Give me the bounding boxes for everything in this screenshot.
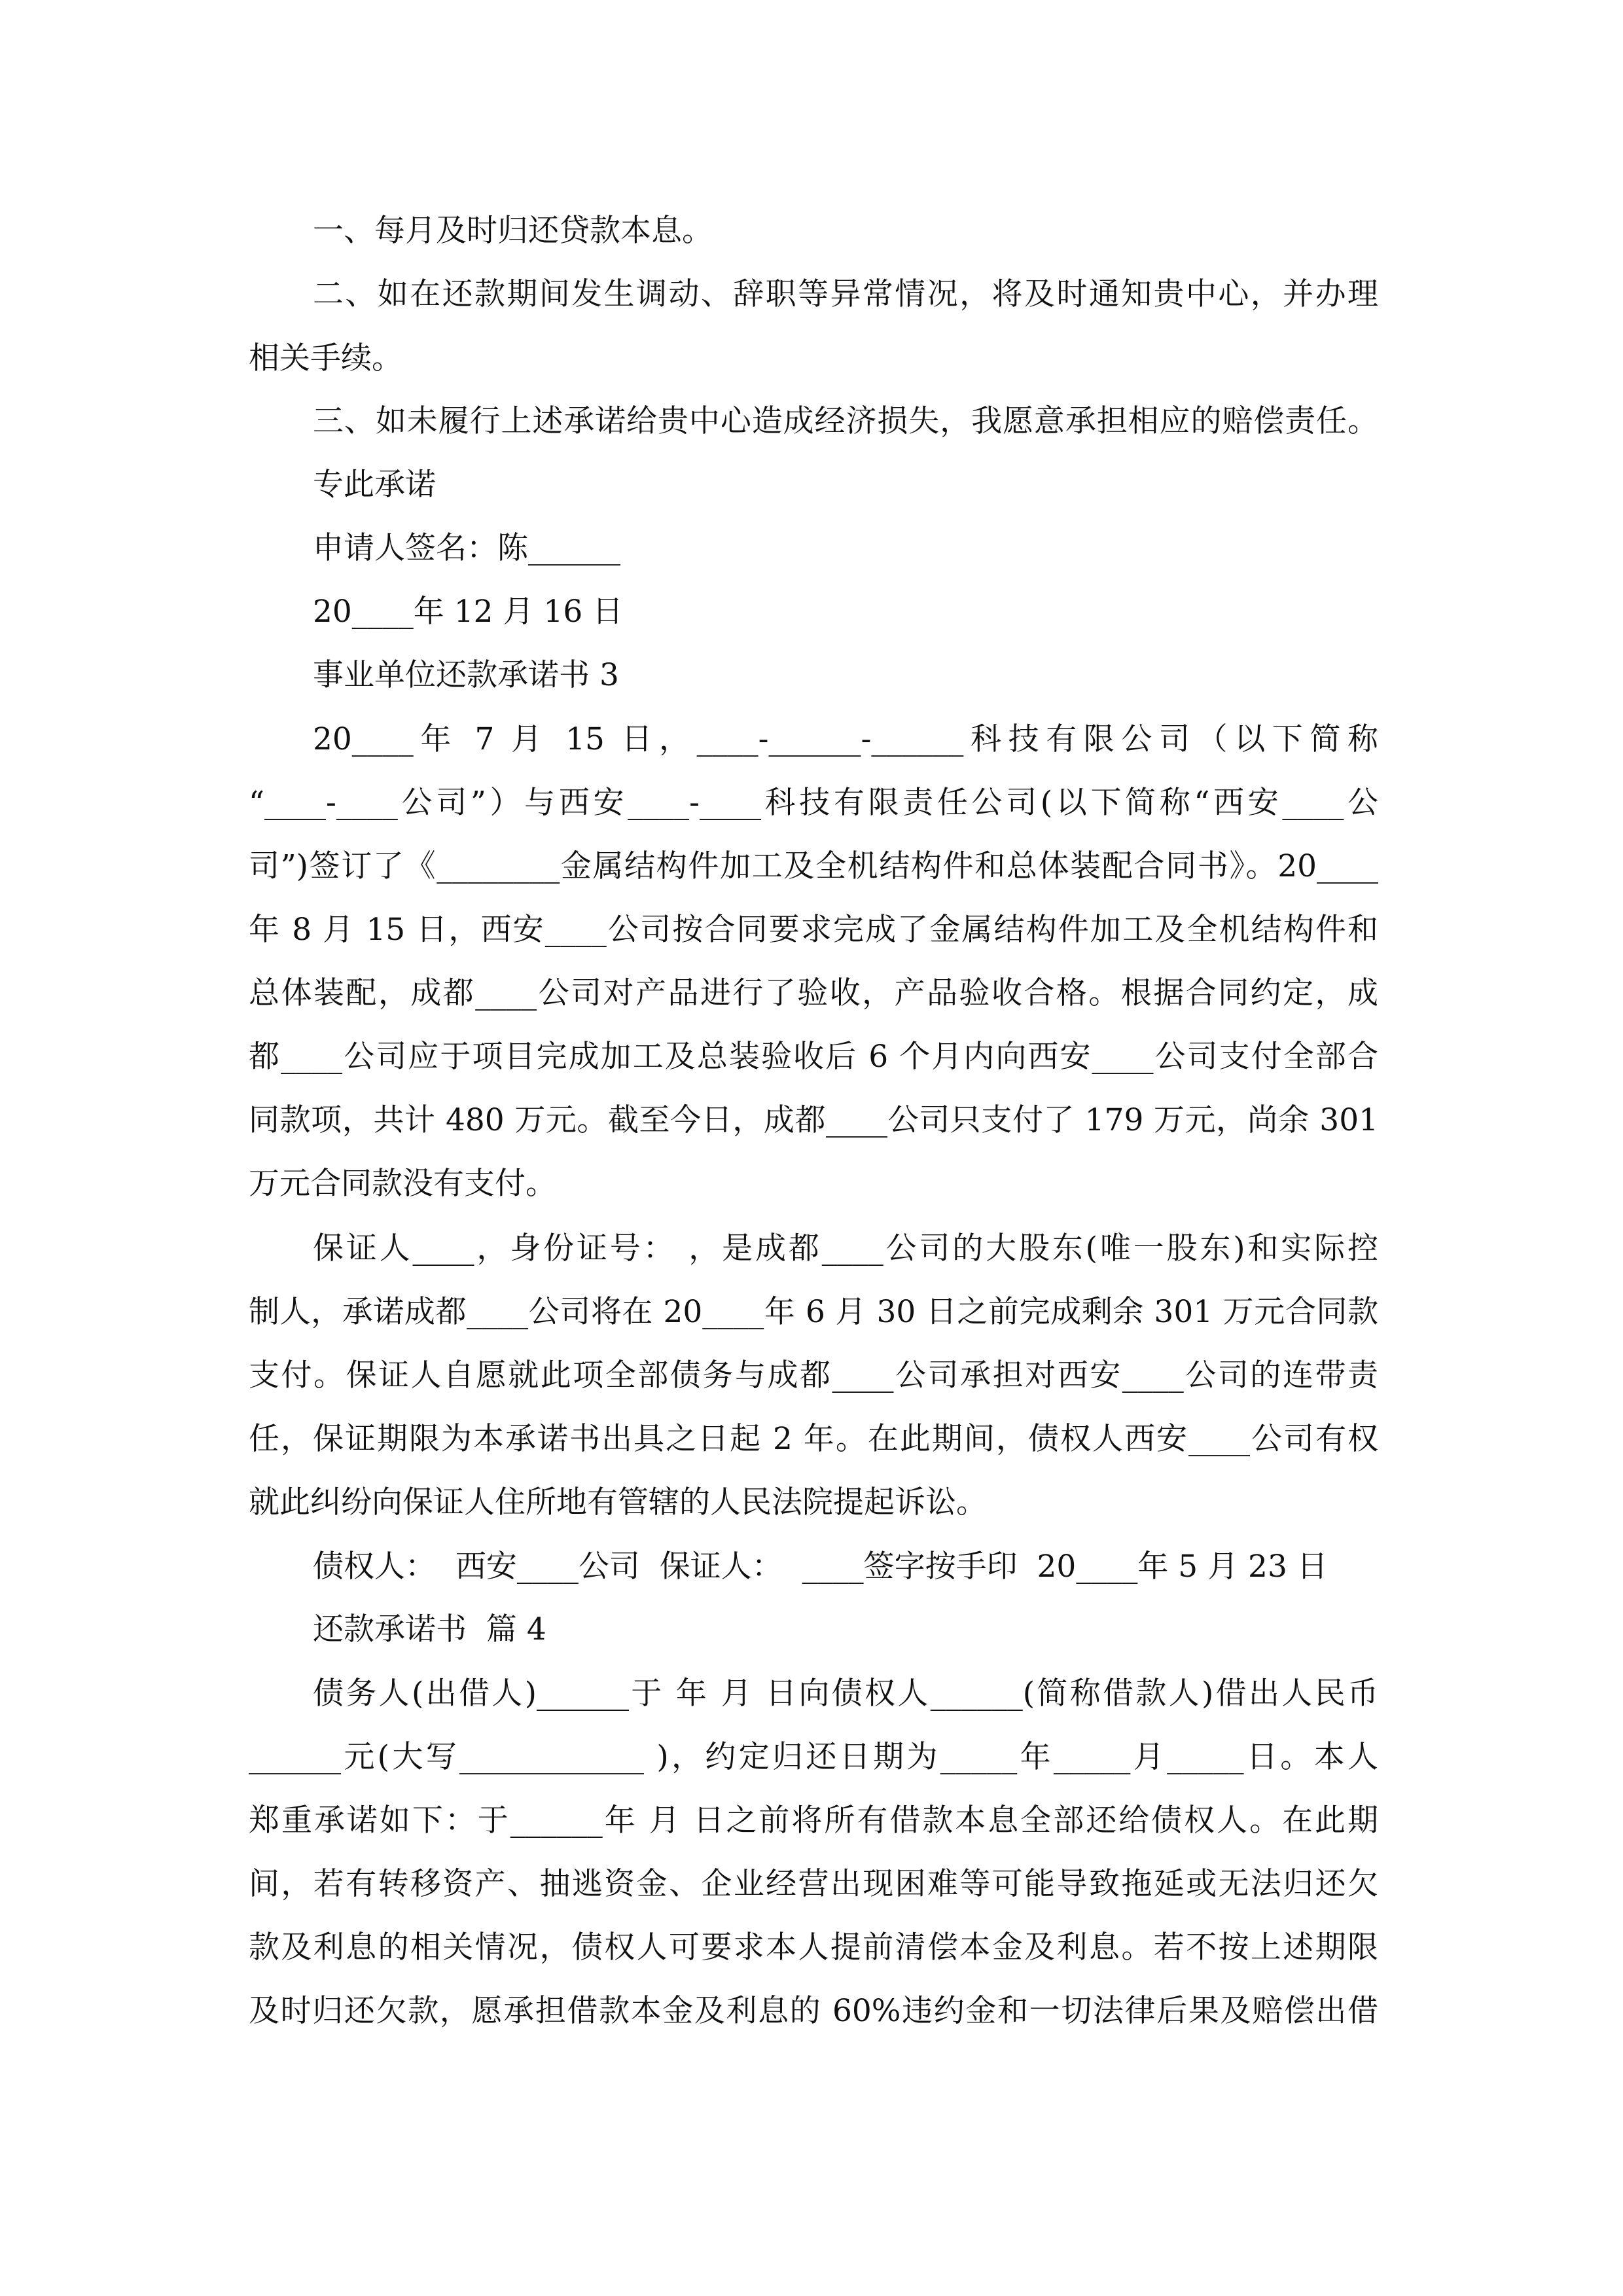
guarantor-paragraph-line: 就此纠纷向保证人住所地有管辖的人民法院提起诉讼。 xyxy=(249,1484,987,1520)
section3-paragraph-line: 同款项，共计 480 万元。截至今日，成都____公司只支付了 179 万元，尚余 301 xyxy=(249,1102,1378,1138)
section4-paragraph-line: 间，若有转移资产、抽逃资金、企业经营出现困难等可能导致拖延或无法归还欠 xyxy=(249,1866,1378,1902)
guarantor-paragraph-line: 任，保证期限为本承诺书出具之日起 2 年。在此期间，债权人西安____公司有权 xyxy=(249,1421,1378,1457)
section4-paragraph-line: 债务人(出借人)______于 年 月 日向债权人______(简称借款人)借出人民币 xyxy=(313,1676,1378,1712)
section4-paragraph-line: 郑重承诺如下：于______年 月 日之前将所有借款本息全部还给债权人。在此期 xyxy=(249,1803,1378,1839)
section4-paragraph-line: 及时归还欠款，愿承担借款本金及利息的 60%违约金和一切法律后果及赔偿出借 xyxy=(249,1993,1378,2029)
section-title-4: 还款承诺书 篇 4 xyxy=(313,1611,546,1647)
section3-paragraph-line: 20____年 7 月 15 日，____-______-______科技有限公司（以下简称 xyxy=(313,721,1378,757)
section3-paragraph-line: 总体装配，成都____公司对产品进行了验收，产品验收合格。根据合同约定，成 xyxy=(249,975,1378,1011)
promise-item-2-continued: 相关手续。 xyxy=(249,340,402,376)
guarantor-paragraph-line: 保证人____，身份证号： ，是成都____公司的大股东(唯一股东)和实际控 xyxy=(313,1230,1378,1266)
applicant-signature: 申请人签名：陈______ xyxy=(313,530,620,566)
section3-paragraph-line: 都____公司应于项目完成加工及总装验收后 6 个月内向西安____公司支付全部合 xyxy=(249,1039,1378,1075)
section4-paragraph-line: ______元(大写____________ )，约定归还日期为_____年_____月_____日。本人 xyxy=(249,1739,1378,1775)
promise-item-1: 一、每月及时归还贷款本息。 xyxy=(313,213,713,249)
section3-paragraph-line: 司”)签订了《________金属结构件加工及全机结构件和总体装配合同书》。20____ xyxy=(249,848,1378,884)
section3-paragraph-line: “____-____公司”）与西安____-____科技有限责任公司(以下简称“西安____公 xyxy=(249,785,1378,821)
guarantor-paragraph-line: 制人，承诺成都____公司将在 20____年 6 月 30 日之前完成剩余 301 万元合同款 xyxy=(249,1294,1378,1330)
section4-paragraph-line: 款及利息的相关情况，债权人可要求本人提前清偿本金及利息。若不按上述期限 xyxy=(249,1929,1378,1965)
section3-signature-line: 债权人： 西安____公司 保证人： ____签字按手印 20____年 5 月 23 日 xyxy=(313,1549,1328,1585)
promise-item-3: 三、如未履行上述承诺给贵中心造成经济损失，我愿意承担相应的赔偿责任。 xyxy=(313,403,1378,439)
section3-paragraph-line: 万元合同款没有支付。 xyxy=(249,1166,556,1202)
signature-date: 20____年 12 月 16 日 xyxy=(313,594,624,630)
section-title-3: 事业单位还款承诺书 3 xyxy=(313,657,619,693)
section3-paragraph-line: 年 8 月 15 日，西安____公司按合同要求完成了金属结构件加工及全机结构件和 xyxy=(249,912,1378,948)
guarantor-paragraph-line: 支付。保证人自愿就此项全部债务与成都____公司承担对西安____公司的连带责 xyxy=(249,1357,1378,1393)
closing-text: 专此承诺 xyxy=(313,467,436,503)
promise-item-2: 二、如在还款期间发生调动、辞职等异常情况，将及时通知贵中心，并办理 xyxy=(313,276,1378,312)
